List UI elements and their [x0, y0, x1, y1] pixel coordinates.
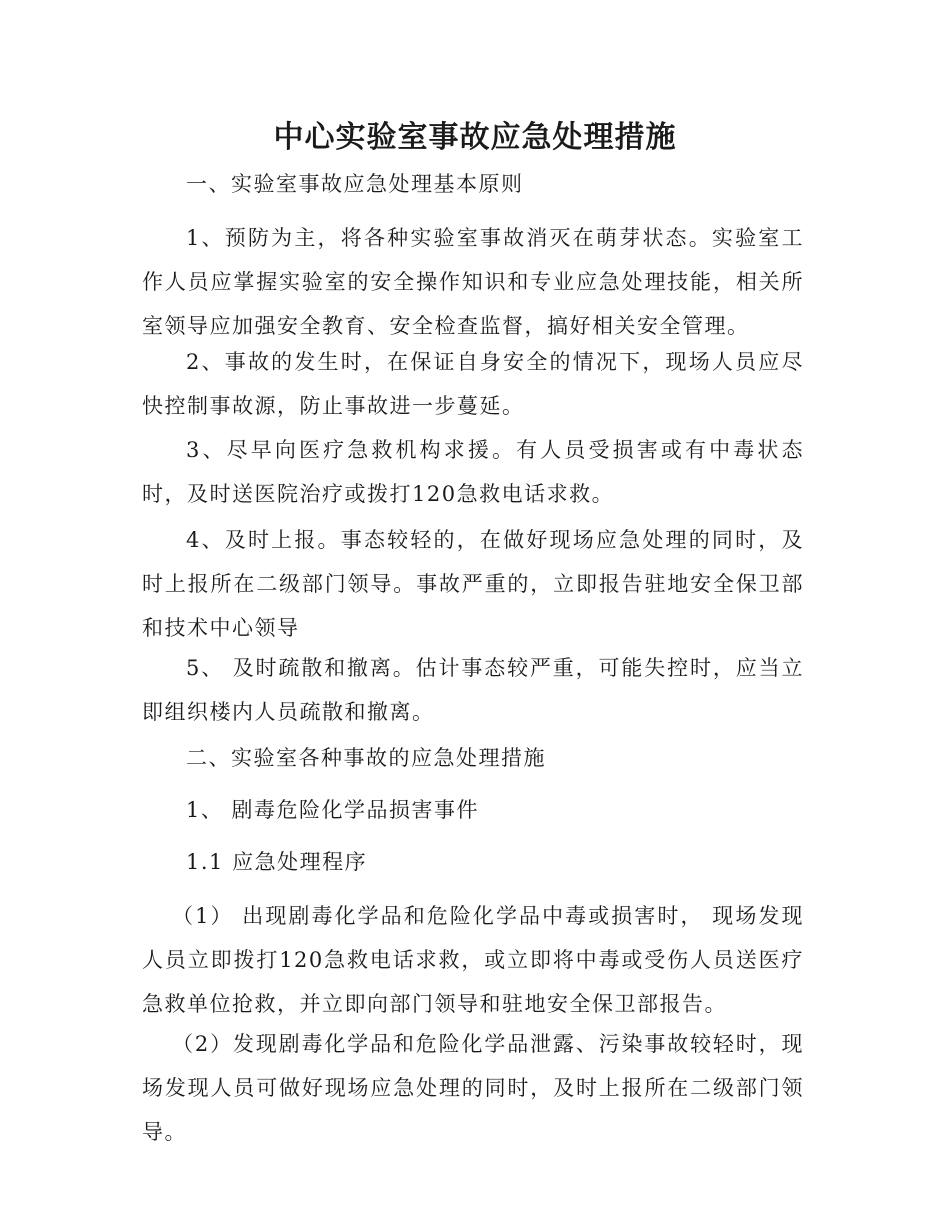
section-heading-measures: 二、实验室各种事故的应急处理措施: [186, 746, 546, 770]
principle-item-5: 5、 及时疏散和撤离。估计事态较严重，可能失控时，应当立即组织楼内人员疏散和撤离。: [142, 656, 804, 724]
procedure-step-1: （1） 出现剧毒化学品和危险化学品中毒或损害时， 现场发现人员立即拨打120急救电话求救，或立即将中毒或受伤人员送医疗急救单位抢救，并立即向部门领导和驻地安全保卫部报告。: [142, 904, 804, 1016]
principle-item-1: 1、预防为主，将各种实验室事故消灭在萌芽状态。实验室工作人员应掌握实验室的安全操作知识和专业应急处理技能，相关所室领导应加强安全教育、安全检查监督，搞好相关安全管理。: [142, 226, 804, 338]
principle-item-3: 3、尽早向医疗急救机构求援。有人员受损害或有中毒状态时，及时送医院治疗或拨打120急救电话求救。: [142, 438, 804, 506]
principle-item-2: 2、事故的发生时，在保证自身安全的情况下，现场人员应尽快控制事故源，防止事故进一步蔓延。: [142, 350, 804, 418]
procedure-step-2: （2）发现剧毒化学品和危险化学品泄露、污染事故较轻时，现场发现人员可做好现场应急处理的同时，及时上报所在二级部门领导。: [142, 1032, 804, 1144]
principle-item-4: 4、及时上报。事态较轻的，在做好现场应急处理的同时，及时上报所在二级部门领导。事故严重的，立即报告驻地安全保卫部和技术中心领导: [142, 528, 804, 640]
document-title: 中心实验室事故应急处理措施: [273, 120, 677, 155]
subsection-heading-hazardous-chemicals: 1、 剧毒危险化学品损害事件: [186, 798, 480, 822]
subsection-heading-procedure: 1.1 应急处理程序: [186, 850, 368, 874]
section-heading-principles: 一、实验室事故应急处理基本原则: [186, 172, 524, 196]
